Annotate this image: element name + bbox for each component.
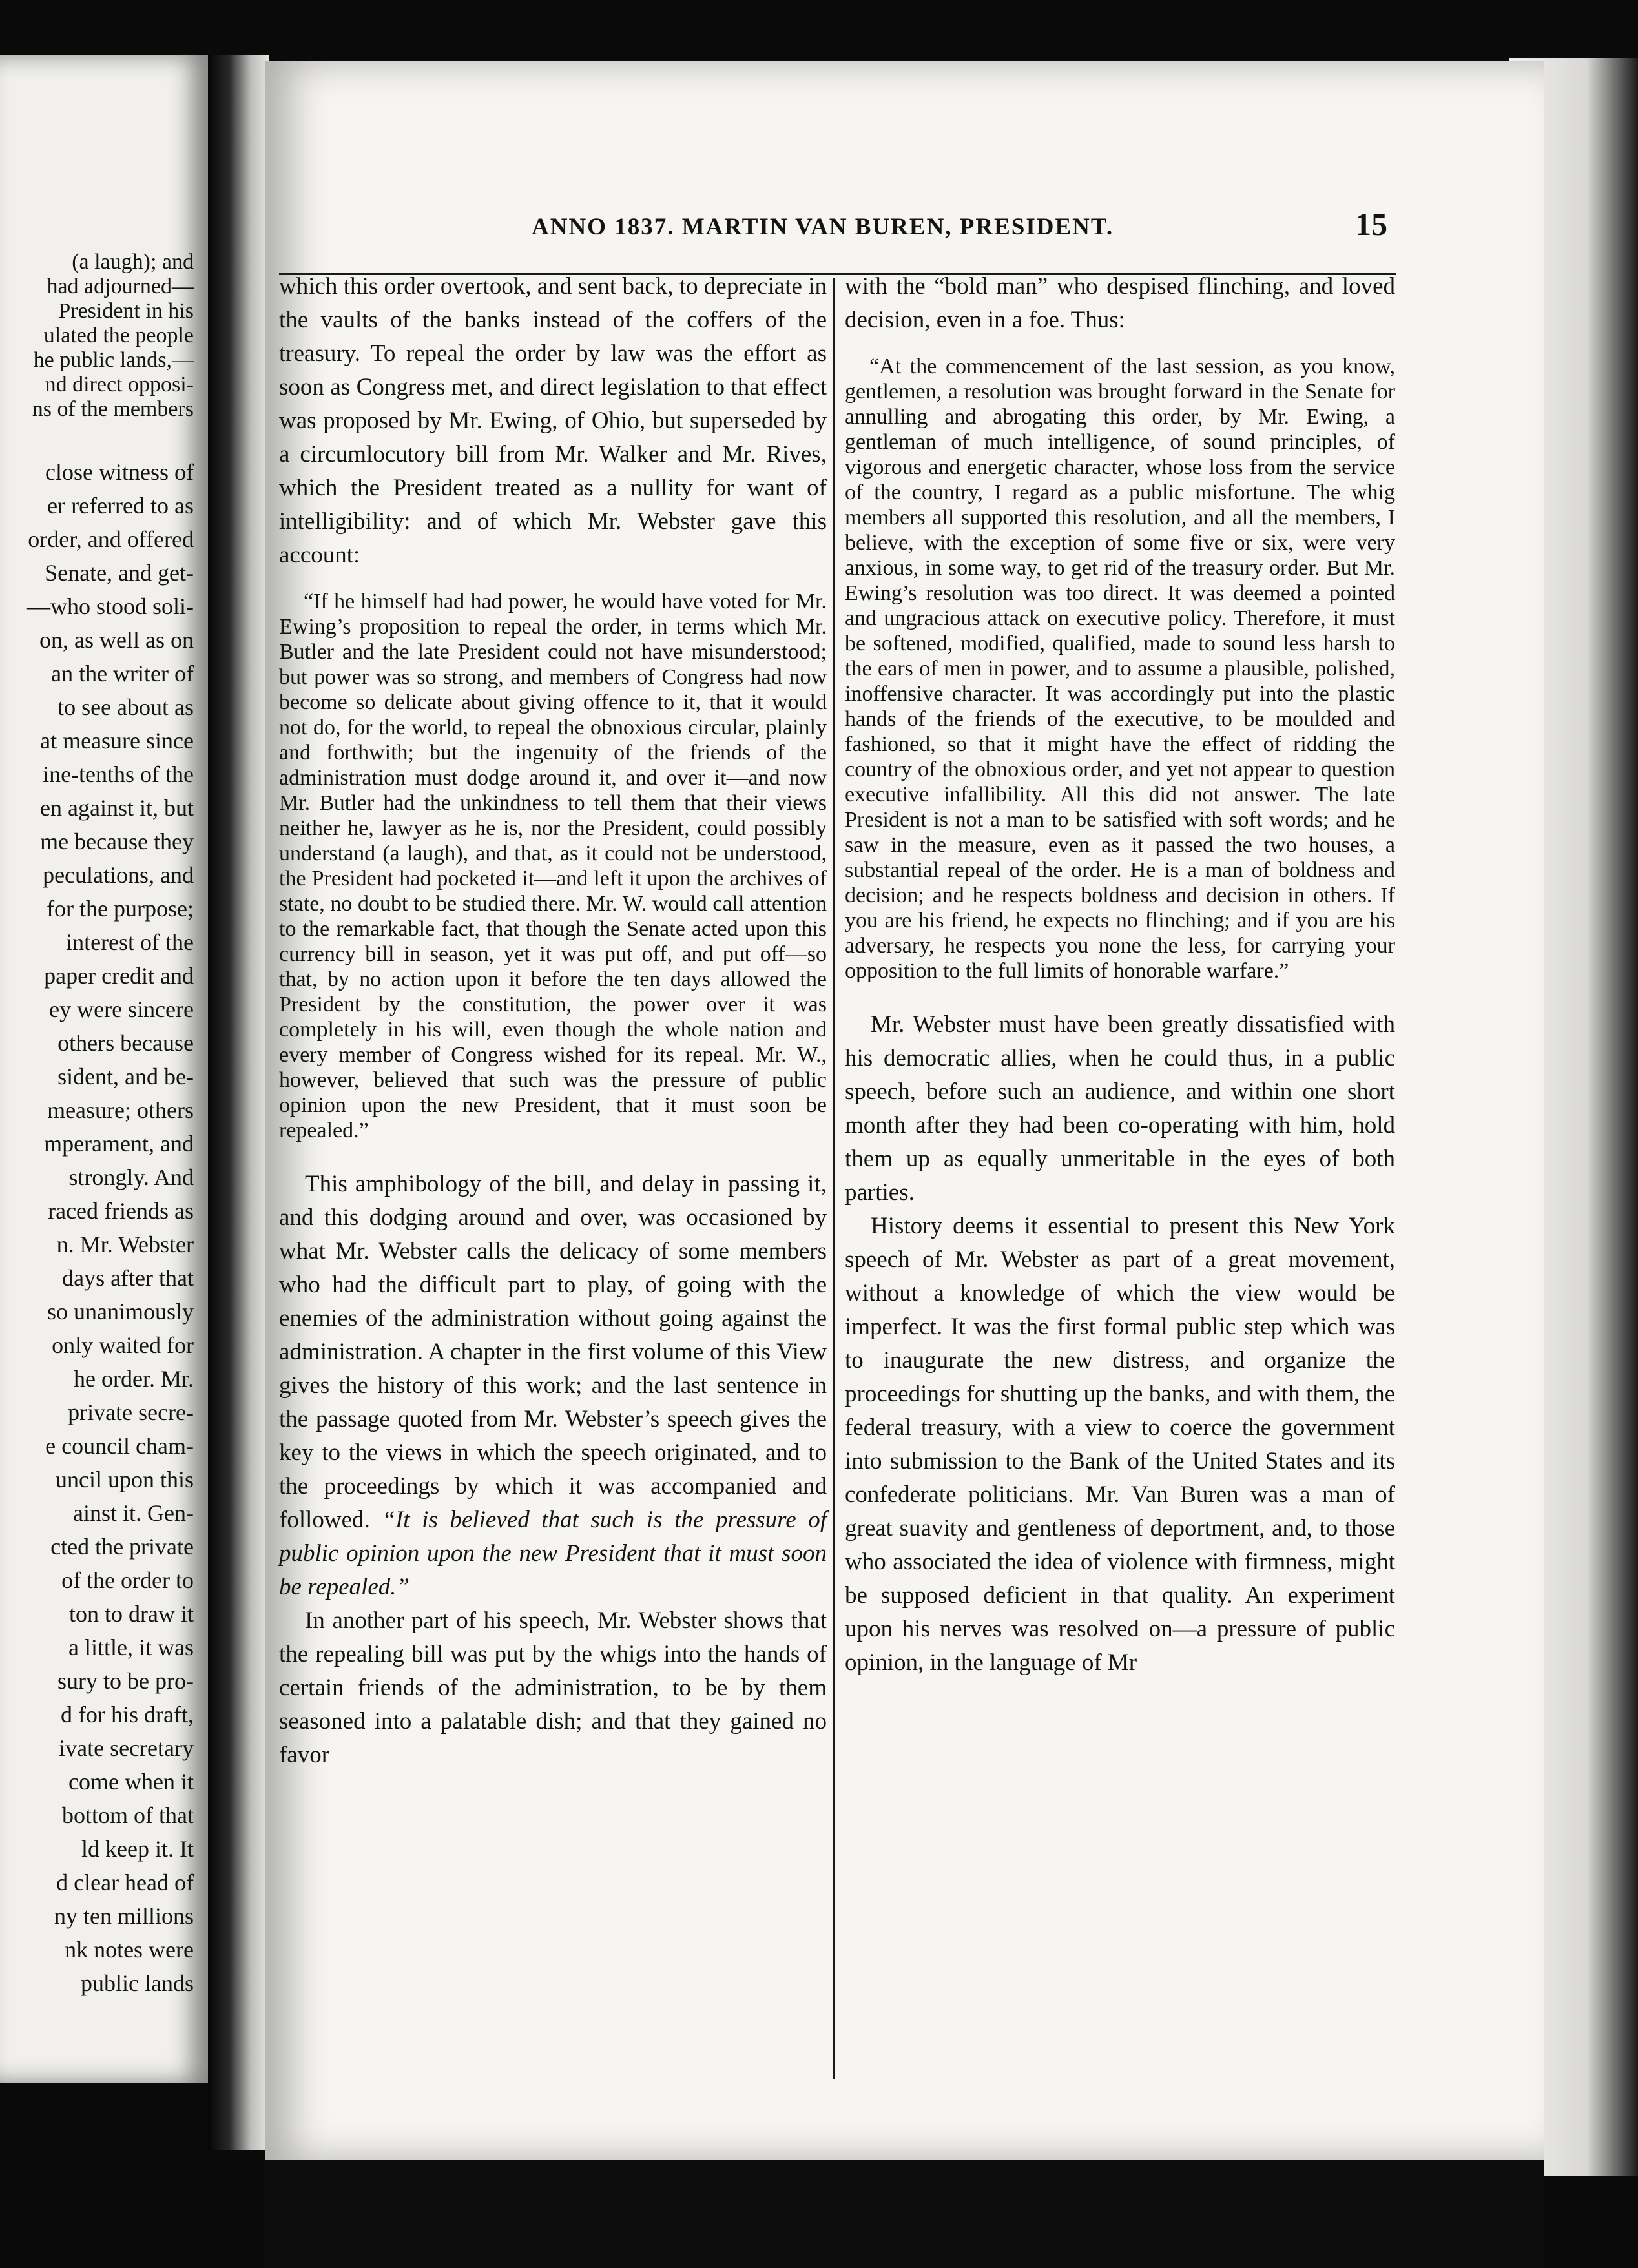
fragment-line: er referred to as xyxy=(47,493,194,519)
fragment-line: of the order to xyxy=(61,1567,194,1593)
fragment-line: ton to draw it xyxy=(69,1601,194,1627)
fragment-line: public lands xyxy=(81,1970,194,1996)
previous-page-fragment xyxy=(0,55,208,2083)
fragment-line: order, and offered xyxy=(28,526,194,552)
fragment-line: peculations, and xyxy=(43,862,194,888)
fragment-line: sury to be pro- xyxy=(57,1668,194,1694)
fragment-line xyxy=(0,422,194,455)
fragment-line: (a laugh); and xyxy=(72,250,194,274)
fragment-line: ine-tenths of the xyxy=(43,761,194,787)
running-head: ANNO 1837. MARTIN VAN BUREN, PRESIDENT. xyxy=(532,214,1114,240)
fragment-line: he order. Mr. xyxy=(74,1366,194,1392)
fragment-line: at measure since xyxy=(40,728,194,754)
fragment-line: nd direct opposi- xyxy=(45,373,194,397)
fragment-line: bottom of that xyxy=(62,1802,194,1828)
fragment-line: ulated the people xyxy=(43,324,194,347)
fragment-line: en against it, but xyxy=(40,795,194,821)
fragment-line: ey were sincere xyxy=(49,996,194,1022)
fragment-line: me because they xyxy=(40,829,194,854)
fragment-line: he public lands,— xyxy=(33,348,194,372)
fragment-line: on, as well as on xyxy=(39,627,194,653)
fragment-line: nk notes were xyxy=(65,1937,194,1963)
fragment-line: d for his draft, xyxy=(61,1702,194,1727)
fragment-line: so unanimously xyxy=(47,1299,194,1325)
block-quote: “If he himself had had power, he would have voted for Mr. Ewing’s proposition to repeal the order, in terms which Mr. Butler and the late President could not have misunderstood; but power was so strong, and members of Congress had now become so delicate about giving offence to it, that it would not do, for the world, to repeal the obnoxious circular, plainly and forthwith; but the ingenuity of the friends of the administration must dodge around it, and over it—and now Mr. Butler had the unkindness to tell them that their views neither he, lawyer as he is, nor the President, could possibly understand (a laugh), and that, as it could not be understood, the President had pocketed it—and left it upon the archives of state, no doubt to be studied there. Mr. W. would call attention to the remarkable fact, that though the Senate acted upon this currency bill in season, yet it was put off, and put off—so that, by no action upon it before the ten days allowed the President by the constitution, the power over it was completely in his will, even though the whole nation and every member of Congress wished for its repeal. Mr. W., however, believed that such was the pressure of public opinion upon the new President, that it must soon be repealed.” xyxy=(279,590,827,1142)
fragment-line: paper credit and xyxy=(44,963,194,989)
paragraph: Mr. Webster must have been greatly dissatisfied with his democratic allies, when he could thus, in a public speech, before such an audience, and within one short month after they had been co-operating with him, hold them up as equally unmeritable in the eyes of both parties. xyxy=(845,1011,1395,1206)
paragraph: In another part of his speech, Mr. Webster shows that the repealing bill was put by the whigs into the hands of certain friends of the administration, to be by them seasoned into a palatable dish; and that they gained no favor xyxy=(279,1607,827,1768)
fragment-line: private secre- xyxy=(68,1399,194,1425)
fragment-line: ivate secretary xyxy=(59,1735,194,1761)
fragment-line: a little, it was xyxy=(68,1634,194,1660)
paragraph: with the “bold man” who despised flinching, and loved decision, even in a foe. Thus: xyxy=(845,273,1395,333)
fragment-line: strongly. And xyxy=(68,1164,194,1190)
previous-page-text-column xyxy=(0,250,194,2000)
fragment-line: close witness of xyxy=(45,459,194,485)
fragment-line: ns of the members xyxy=(32,397,194,421)
fragment-line: uncil upon this xyxy=(56,1467,194,1492)
right-column xyxy=(845,270,1395,1680)
fragment-line: d clear head of xyxy=(56,1870,194,1895)
left-column xyxy=(279,270,827,1772)
paragraph xyxy=(279,1168,827,1604)
fragment-line: had adjourned— xyxy=(47,274,194,298)
fragment-line: cted the private xyxy=(50,1534,194,1560)
fragment-line: for the purpose; xyxy=(47,896,194,922)
paragraph: History deems it essential to present this New York speech of Mr. Webster as part of a great movement, without a knowledge of which the view would be imperfect. It was the first formal public step which was to inaugurate the new distress, and organize the proceedings for shutting up the banks, and with them, the federal treasury, with a view to coerce the government into submission to the Bank of the United States and its confederate politicians. Mr. Van Buren was a man of great suavity and gentleness of deportment, and, to those who associated the idea of violence with firmness, might be supposed deficient in that quality. An experiment upon his nerves was resolved on—a pressure of public opinion, in the language of Mr xyxy=(845,1213,1395,1676)
book-gutter xyxy=(208,55,269,2150)
fragment-line: sident, and be- xyxy=(57,1064,194,1089)
fragment-line: Senate, and get- xyxy=(45,560,194,586)
fragment-line: days after that xyxy=(62,1265,194,1291)
fragment-line: President in his xyxy=(58,299,194,323)
fragment-line: ld keep it. It xyxy=(81,1836,194,1862)
paragraph: which this order overtook, and sent back, to depreciate in the vaults of the banks instead of the coffers of the treasury. To repeal the order by law was the effort as soon as Congress met, and direct legislation to that effect was proposed by Mr. Ewing, of Ohio, but superseded by a circumlocutory bill from Mr. Walker and Mr. Rives, which the President treated as a nullity for want of intelligibility: and of which Mr. Webster gave this account: xyxy=(279,273,827,568)
paragraph-text: This amphibology of the bill, and delay in passing it, and this dodging around and over, was occasioned by what Mr. Webster calls the delicacy of some members who had the difficult part to play, of going with the enemies of the administration without going against the administration. A chapter in the first volume of this View gives the history of this work; and the last sentence in the passage quoted from Mr. Webster’s speech gives the key to the views in which the speech originated, and to the proceedings by which it was accompanied and followed. xyxy=(279,1171,827,1533)
column-divider xyxy=(833,278,835,2079)
fragment-line: raced friends as xyxy=(48,1198,194,1224)
fragment-line: come when it xyxy=(68,1769,194,1795)
fragment-line: measure; others xyxy=(47,1097,194,1123)
page-number: 15 xyxy=(1355,206,1387,242)
fragment-line: to see about as xyxy=(57,694,194,720)
fragment-line: n. Mr. Webster xyxy=(56,1232,194,1257)
scan-bottom-edge xyxy=(265,2160,1544,2268)
fragment-line: only waited for xyxy=(52,1332,194,1358)
fragment-line: ainst it. Gen- xyxy=(73,1500,194,1526)
block-quote: “At the commencement of the last session, as you know, gentlemen, a resolution was brought forward in the Senate for annulling and abrogating this order, by Mr. Ewing, a gentleman of much intelligence, of sound principles, of vigorous and energetic character, whose loss from the service of the country, I regard as a public misfortune. The whig members all supported this resolution, and all the members, I believe, with the exception of some five or six, were very anxious, in some way, to get rid of the treasury order. But Mr. Ewing’s resolution was too direct. It was deemed a pointed and ungracious attack on executive policy. Therefore, it must be softened, modified, qualified, made to sound less harsh to the ears of men in power, and to assume a plausible, polished, inoffensive character. It was accordingly put into the plastic hands of the friends of the executive, to be moulded and fashioned, so that it might have the effect of ridding the country of the obnoxious order, and yet not appear to question executive infallibility. All this did not answer. The late President is not a man to be satisfied with soft words; and he saw in the measure, even as it passed the two houses, a substantial repeal of the order. He is a man of boldness and decision; and he respects boldness and decision in others. If you are his friend, he expects no flinching; and if you are his adversary, he respects you none the less, for carrying your opposition to the full limits of honorable warfare.” xyxy=(845,355,1395,983)
fragment-line: an the writer of xyxy=(51,661,194,686)
fragment-line: —who stood soli- xyxy=(26,593,194,619)
fragment-line: interest of the xyxy=(66,929,194,955)
fragment-line: mperament, and xyxy=(44,1131,194,1157)
fragment-line: others because xyxy=(57,1030,194,1056)
fragment-line: e council cham- xyxy=(45,1433,194,1459)
italic-quote: “It is believed that such is the pressure of public opinion upon the new President that it must soon be repealed.” xyxy=(279,1507,827,1600)
fragment-line: ny ten millions xyxy=(54,1903,194,1929)
